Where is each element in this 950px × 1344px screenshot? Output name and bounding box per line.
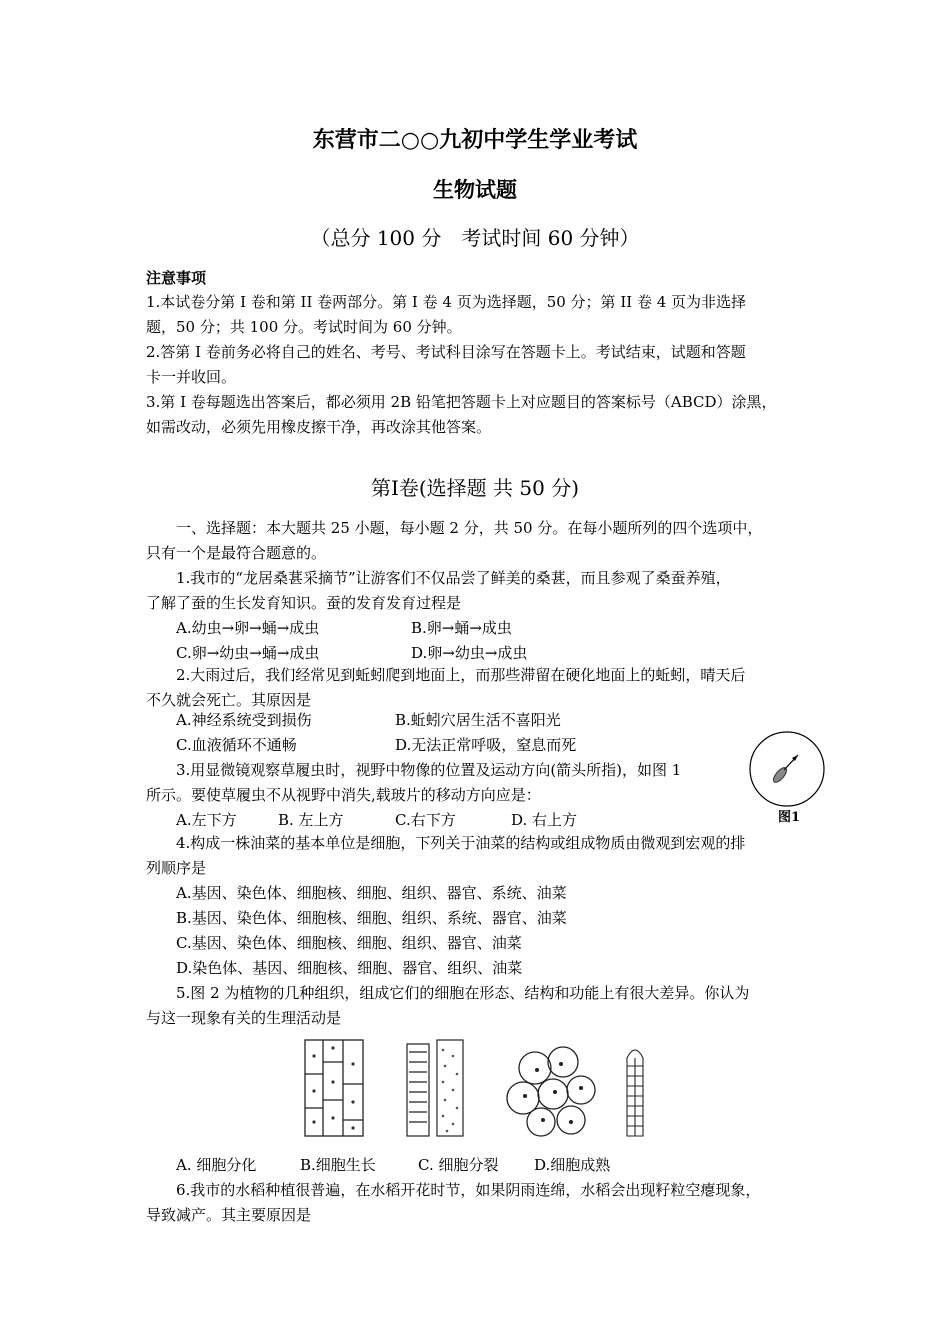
- q2-option-d: D.无法正常呼吸，窒息而死: [395, 736, 577, 754]
- question-6-line: 6.我市的水稻种植很普遍，在水稻开花时节，如果阴雨连绵，水稻会出现籽粒空瘪现象，: [176, 1181, 761, 1199]
- question-5-line: 5.图 2 为植物的几种组织，组成它们的细胞在形态、结构和功能上有很大差异。你认为: [176, 984, 750, 1002]
- q3-option-a: A.左下方: [176, 811, 237, 829]
- q5-option-b: B.细胞生长: [300, 1156, 376, 1174]
- q5-option-c: C. 细胞分裂: [418, 1156, 499, 1174]
- plant-tissues-figure: [295, 1036, 665, 1141]
- notice-heading: 注意事项: [146, 269, 207, 287]
- figure-1-label: 图1: [778, 810, 801, 825]
- notice-line: 1.本试卷分第 I 卷和第 II 卷两部分。第 I 卷 4 页为选择题，50 分；第 II 卷 4 页为非选择: [146, 293, 747, 311]
- q3-option-c: C.右下方: [395, 811, 456, 829]
- q4-option-b: B.基因、染色体、细胞核、细胞、组织、系统、器官、油菜: [176, 909, 567, 927]
- q4-option-c: C.基因、染色体、细胞核、细胞、组织、器官、油菜: [176, 934, 522, 952]
- intro-line: 一、选择题：本大题共 25 小题，每小题 2 分，共 50 分。在每小题所列的四个选项中，: [176, 519, 763, 537]
- question-1-line: 1.我市的“龙居桑葚采摘节”让游客们不仅品尝了鲜美的桑葚，而且参观了桑蚕养殖，: [176, 569, 731, 587]
- question-1-line: 了解了蚕的生长发育知识。蚕的发育发育过程是: [146, 594, 462, 612]
- q2-option-b: B.蚯蚓穴居生活不喜阳光: [395, 711, 561, 729]
- q5-option-d: D.细胞成熟: [534, 1156, 611, 1174]
- question-3-line: 3.用显微镜观察草履虫时，视野中物像的位置及运动方向(箭头所指)，如图 1: [176, 761, 682, 779]
- q3-option-b: B. 左上方: [278, 811, 344, 829]
- q2-option-c: C.血液循环不通畅: [176, 736, 297, 754]
- question-2-line: 2.大雨过后，我们经常见到蚯蚓爬到地面上，而那些滞留在硬化地面上的蚯蚓，晴天后: [176, 666, 746, 684]
- microscope-field-figure: [748, 730, 828, 810]
- q3-option-d: D. 右上方: [511, 811, 578, 829]
- question-6-line: 导致减产。其主要原因是: [146, 1206, 312, 1224]
- q2-option-a: A.神经系统受到损伤: [176, 711, 312, 729]
- intro-line: 只有一个是最符合题意的。: [146, 544, 327, 562]
- q1-option-a: A.幼虫→卵→蛹→成虫: [176, 619, 320, 637]
- q1-option-d: D.卵→幼虫→成虫: [411, 644, 528, 662]
- section-title: 第Ⅰ卷(选择题 共 50 分): [370, 476, 580, 500]
- notice-line: 3.第 I 卷每题选出答案后，都必须用 2B 铅笔把答题卡上对应题目的答案标号（ABCD）涂黑，: [146, 393, 777, 411]
- q1-option-c: C.卵→幼虫→蛹→成虫: [176, 644, 320, 662]
- q4-option-d: D.染色体、基因、细胞核、细胞、器官、组织、油菜: [176, 959, 523, 977]
- question-4-line: 列顺序是: [146, 859, 207, 877]
- notice-line: 题，50 分；共 100 分。考试时间为 60 分钟。: [146, 318, 462, 336]
- question-2-line: 不久就会死亡。其原因是: [146, 691, 312, 709]
- notice-line: 2.答第 I 卷前务必将自己的姓名、考号、考试科目涂写在答题卡上。考试结束，试题和答题: [146, 343, 746, 361]
- exam-title: 东营市二○○九初中学生学业考试: [312, 127, 638, 153]
- question-3-line: 所示。要使草履虫不从视野中消失,载玻片的移动方向应是：: [146, 786, 541, 804]
- notice-line: 如需改动，必须先用橡皮擦干净，再改涂其他答案。: [146, 418, 492, 436]
- question-5-line: 与这一现象有关的生理活动是: [146, 1009, 342, 1027]
- q4-option-a: A.基因、染色体、细胞核、细胞、组织、器官、系统、油菜: [176, 884, 567, 902]
- score-time: （总分 100 分 考试时间 60 分钟）: [310, 226, 640, 250]
- question-4-line: 4.构成一株油菜的基本单位是细胞，下列关于油菜的结构或组成物质由微观到宏观的排: [176, 834, 746, 852]
- q1-option-b: B.卵→蛹→成虫: [411, 619, 512, 637]
- exam-subtitle: 生物试题: [433, 177, 517, 202]
- notice-line: 卡一并收回。: [146, 368, 237, 386]
- q5-option-a: A. 细胞分化: [176, 1156, 257, 1174]
